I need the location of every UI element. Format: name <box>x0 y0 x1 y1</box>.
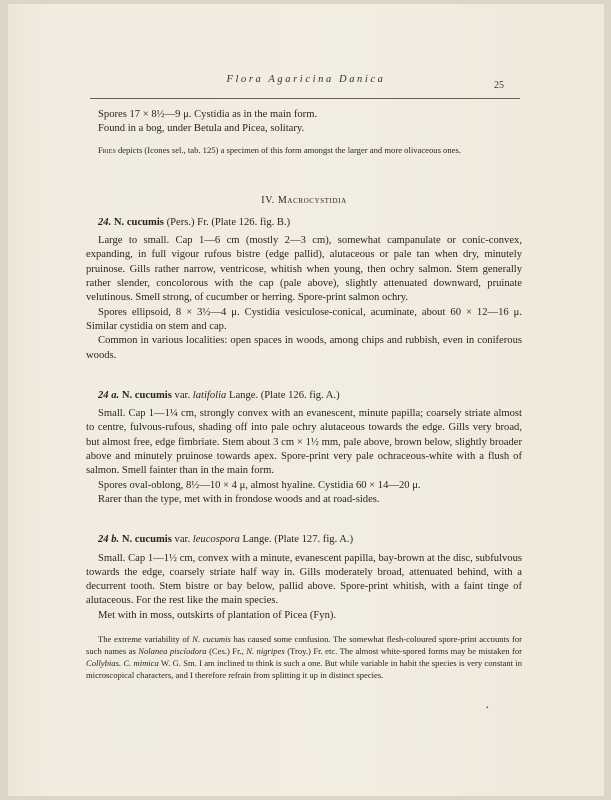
species-authority: Lange. (Plate 127. fig. A.) <box>239 534 354 546</box>
entry-heading <box>86 216 522 230</box>
fries-note-text: depicts (Icones sel., tab. 125) a specimen of this form amongst the larger and more olivaceous ones. <box>115 144 461 155</box>
description-paragraph: Small. Cap 1—1½ cm, convex with a minute, evanescent papilla, bay-brown at the disc, subfulvous towards the edge, coarsely striate half way in. Gills moderately broad, attenuated behind, with a decurrent tooth. Stem bistre or bay below, pallid above. Spore-print whitish, with a faint tinge of alutaceous. For the rest like the main species. <box>86 552 522 607</box>
description-paragraph: Large to small. Cap 1—6 cm (mostly 2—3 cm), somewhat campanulate or conic-convex, expanding, in full vigour rufous bistre (edge pallid), alutaceous or pale tan when dry, minutely pruinose. Gills rather narrow, ventricose, whitish when young, then ochry salmon. Stem generally rather slender, concolorous with the cap (pale above), slightly attenuated downward, pruinate velutinous. Smell strong, of cucumber or herring. Spore-print salmon ochry. <box>86 235 522 304</box>
fries-note <box>86 144 522 156</box>
habitat-paragraph: Rarer than the type, met with in frondose woods and at road-sides. <box>98 493 380 505</box>
spores-line: Spores 17 × 8½—9 μ. Cystidia as in the main form. <box>98 109 318 120</box>
spores-paragraph: Spores ellipsoid, 8 × 3½—4 μ. Cystidia vesiculose-conical, acuminate, about 60 × 12—16 μ. Similar cystidia on stem and cap. <box>86 306 522 332</box>
note-species: Nolanea piscíodora <box>138 646 207 657</box>
entry-heading <box>86 389 522 403</box>
species-name: N. cucumis <box>121 534 172 546</box>
page-body <box>86 108 522 681</box>
note-species: N. nigripes <box>246 646 285 657</box>
fries-author: Fries <box>98 144 116 155</box>
closing-note <box>86 633 522 681</box>
page-number: 25 <box>494 80 504 91</box>
spores-paragraph: Spores oval-oblong, 8½—10 × 4 μ, almost hyaline. Cystidia 60 × 14—20 μ. <box>98 479 421 491</box>
variety-name: latifolia <box>192 389 227 401</box>
header-rule <box>90 98 520 99</box>
page-mark: • <box>486 704 489 712</box>
found-line: Found in a bog, under Betula and Picea, solitary. <box>98 123 305 135</box>
entry-number: 24. <box>98 216 112 228</box>
variety-prefix: var. <box>171 534 193 546</box>
species-authority: (Pers.) Fr. (Plate 126. fig. B.) <box>163 216 291 228</box>
note-species: N. cucumis <box>192 634 231 645</box>
variety-name: leucospora <box>192 534 240 546</box>
book-page <box>8 4 604 796</box>
section-heading: IV. Macrocystidia <box>261 194 347 206</box>
species-authority: Lange. (Plate 126. fig. A.) <box>226 389 340 401</box>
entry-number: 24 b. <box>98 534 120 546</box>
note-text: W. G. Sm. I am inclined to think is such a one. But while variable in habit the species is very constant in microscopical characters, and I therefore refrain from splitting it up in distinct species. <box>86 658 522 681</box>
note-text: (Ces.) Fr., <box>206 646 247 657</box>
variety-prefix: var. <box>171 389 193 401</box>
entry-number: 24 a. <box>98 389 120 401</box>
running-title: Flora Agaricina Danica <box>226 74 386 85</box>
note-text: (Troy.) Fr. etc. The almost white-spored forms may be mistaken for <box>284 646 522 657</box>
entry-heading <box>86 533 522 547</box>
description-paragraph: Small. Cap 1—1¼ cm, strongly convex with an evanescent, minute papilla; coarsely striate almost to centre, fulvous-rufous, shading off into pale ochry alutaceous towards the edge. Gills very broad, but almost free, edge fimbriate. Stem about 3 cm × 1½ mm, pale above, brown below, slightly broader above and minutely pruinose towards apex. Spore-print very pale ochraceous-white with a flush of salmon. Smell fainter than in the main form. <box>86 408 522 477</box>
habitat-paragraph: Common in various localities: open spaces in woods, among chips and rubbish, even in coniferous woods. <box>86 335 522 361</box>
species-name: N. cucumis <box>121 389 172 401</box>
habitat-paragraph: Met with in moss, outskirts of plantation of Picea (Fyn). <box>98 609 337 621</box>
note-text: has caused some confusion. The somewhat flesh-coloured spore-print accounts for such names as <box>86 634 522 657</box>
note-text: The extreme variability of <box>98 634 193 645</box>
note-species: Collybias. C. mimica <box>86 658 159 669</box>
species-name: N. cucumis <box>113 216 164 228</box>
